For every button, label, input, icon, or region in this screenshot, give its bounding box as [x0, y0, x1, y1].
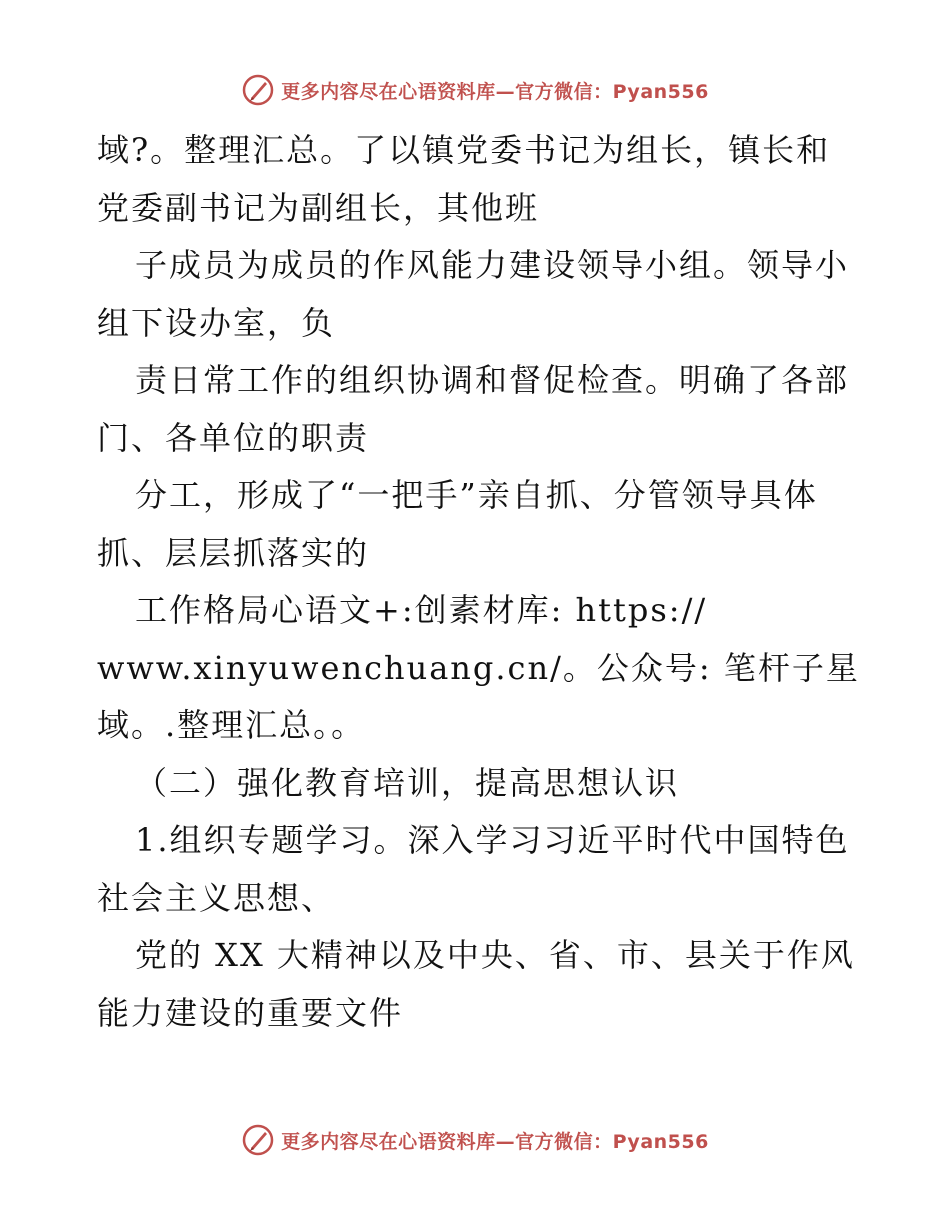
- text-line: 党委副书记为副组长，其他班: [97, 188, 540, 227]
- text-line: 责日常工作的组织协调和督促检查。明确了各部: [135, 361, 850, 399]
- text-line: 能力建设的重要文件: [97, 993, 404, 1032]
- text-line: www.xinyuwenchuang.cn/。公众号: 笔杆子星: [97, 648, 860, 687]
- quill-logo-icon: [241, 1123, 275, 1157]
- text-line: 党的 XX 大精神以及中央、省、市、县关于作风: [135, 936, 855, 974]
- text-line: 分工，形成了“一把手”亲自抓、分管领导具体: [135, 476, 818, 514]
- text-line: 域。.整理汇总。。: [97, 706, 366, 744]
- text-line: 组下设办室，负: [97, 303, 336, 342]
- footer-banner: [0, 1120, 950, 1160]
- document-body: [97, 122, 867, 1042]
- text-line: 子成员为成员的作风能力建设领导小组。领导小: [135, 246, 850, 284]
- text-line: 门、各单位的职责: [97, 418, 370, 457]
- text-line: 抓、层层抓落实的: [97, 533, 370, 572]
- quill-logo-icon: [241, 73, 275, 107]
- header-banner: [0, 70, 950, 110]
- text-line: 域?。整理汇总。了以镇党委书记为组长，镇长和: [97, 131, 831, 169]
- header-banner-text: 更多内容尽在心语资料库—官方微信：Pyan556: [281, 80, 709, 103]
- text-line: 社会主义思想、: [97, 878, 336, 917]
- text-line: 1.组织专题学习。深入学习习近平时代中国特色: [135, 821, 850, 859]
- text-line: 工作格局心语文+:创素材库: https://: [135, 591, 708, 629]
- section-heading: （二）强化教育培训，提高思想认识: [135, 763, 680, 802]
- footer-banner-text: 更多内容尽在心语资料库—官方微信：Pyan556: [281, 1130, 709, 1153]
